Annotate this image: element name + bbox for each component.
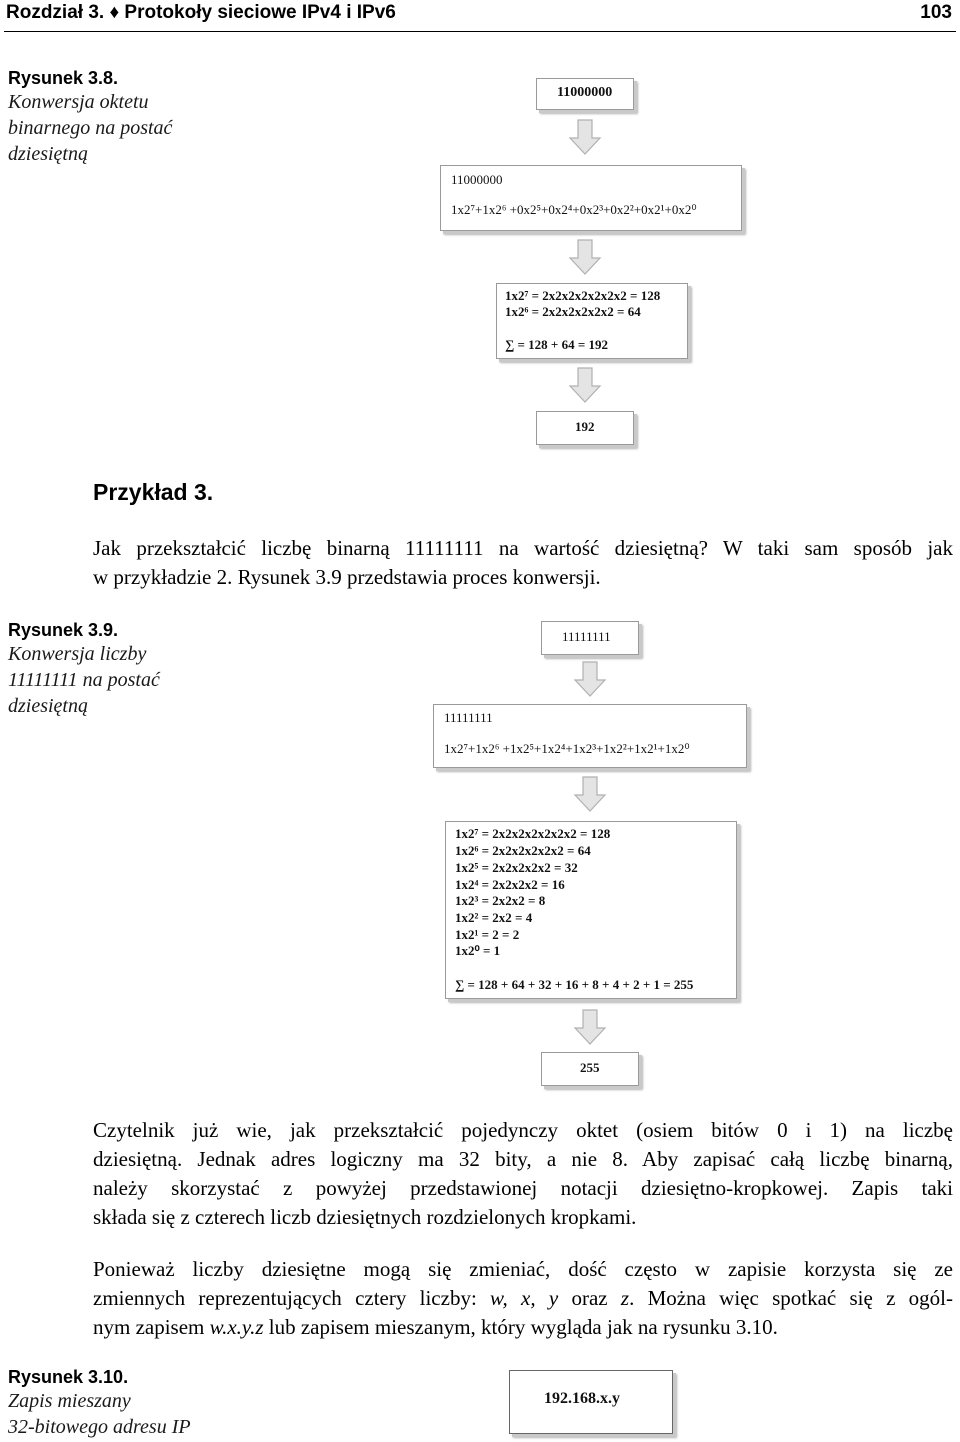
text-run: nym zapisem	[93, 1315, 210, 1339]
example-heading: Przykład 3.	[93, 479, 214, 505]
fig39-result-box	[541, 1052, 639, 1086]
fig38-expansion-binary: 11000000	[451, 172, 503, 187]
paragraph-line: Jak przekształcić liczbę binarną 11111111 na wartość dziesiętną? W taki sam sposób jak	[93, 536, 953, 560]
fig38-result-value: 192	[575, 419, 595, 434]
text-run: zmiennych reprezentujących cztery liczby:	[93, 1286, 491, 1310]
fig39-calc-line: 1x2⁶ = 2x2x2x2x2x2 = 64	[455, 843, 591, 858]
paragraph-line	[93, 1313, 953, 1342]
fig39-binary-box	[541, 621, 639, 655]
fig39-expansion-binary: 11111111	[444, 710, 493, 725]
paragraph-line: w przykładzie 2. Rysunek 3.9 przedstawia proces konwersji.	[93, 565, 601, 589]
variable-names: w, x, y	[490, 1286, 559, 1310]
fig39-calc-line: 1x2⁰ = 1	[455, 943, 501, 958]
fig39-expansion-box	[433, 704, 747, 768]
body-paragraph-2	[93, 1255, 953, 1342]
paragraph-line: należy skorzystać z powyżej przedstawionej notacji dziesiętno-kropkowej. Zapis taki	[93, 1176, 953, 1200]
figure-3-10-caption	[8, 1366, 228, 1440]
figure-3-9-title: Rysunek 3.9.	[8, 620, 119, 640]
fig39-calc-line: 1x2⁴ = 2x2x2x2 = 16	[455, 877, 565, 892]
figure-3-9-caption	[8, 619, 228, 719]
fig39-sum: ∑ = 128 + 64 + 32 + 16 + 8 + 4 + 2 + 1 = 255	[455, 977, 694, 992]
fig39-calc-line: 1x2⁵ = 2x2x2x2x2 = 32	[455, 860, 578, 875]
figure-3-9-caption-line: 11111111 na postać	[8, 669, 160, 691]
fig39-calc-line: 1x2⁷ = 2x2x2x2x2x2x2 = 128	[455, 826, 611, 841]
fig38-binary-box	[536, 78, 634, 110]
down-arrow-icon	[573, 1008, 607, 1046]
example-paragraph	[93, 534, 953, 592]
fig38-expansion-formula: 1x2⁷+1x2⁶ +0x2⁵+0x2⁴+0x2³+0x2²+0x2¹+0x2⁰	[451, 202, 697, 217]
fig38-calculation-box	[496, 283, 688, 359]
down-arrow-icon	[573, 775, 607, 813]
fig39-calc-line: 1x2¹ = 2 = 2	[455, 927, 520, 942]
paragraph-line: Ponieważ liczby dziesiętne mogą się zmieniać, dość często w zapisie korzysta się ze	[93, 1257, 953, 1281]
down-arrow-icon	[573, 660, 607, 698]
fig39-binary-value: 11111111	[562, 629, 611, 644]
fig38-calc-line: 1x2⁷ = 2x2x2x2x2x2x2 = 128	[505, 288, 661, 303]
fig39-calculation-box	[445, 821, 737, 999]
fig39-calc-line: 1x2³ = 2x2x2 = 8	[455, 893, 546, 908]
paragraph-line: Czytelnik już wie, jak przekształcić pojedynczy oktet (osiem bitów 0 i 1) na liczbę	[93, 1118, 953, 1142]
figure-3-8-caption-line: Konwersja oktetu	[8, 91, 149, 113]
fig39-result-value: 255	[580, 1060, 600, 1075]
figure-3-8-caption	[8, 67, 228, 167]
fig38-expansion-box	[440, 165, 742, 231]
fig38-result-box	[536, 411, 634, 445]
paragraph-line: dziesiętną. Jednak adres logiczny ma 32 bity, a nie 8. Aby zapisać całą liczbę binarną,	[93, 1147, 953, 1171]
figure-3-10-caption-line: 32-bitowego adresu IP	[8, 1416, 191, 1438]
text-run: . Można więc spotkać się z ogól-	[629, 1286, 954, 1310]
fig38-binary-value: 11000000	[557, 85, 613, 100]
fig38-sum: ∑ = 128 + 64 = 192	[505, 337, 608, 352]
paragraph-line	[93, 1284, 953, 1313]
figure-3-8-caption-line: binarnego na postać	[8, 117, 173, 139]
fig39-expansion-formula: 1x2⁷+1x2⁶ +1x2⁵+1x2⁴+1x2³+1x2²+1x2¹+1x2⁰	[444, 741, 690, 756]
text-run: lub zapisem mieszanym, który wygląda jak na rysunku 3.10.	[263, 1315, 778, 1339]
figure-3-8-caption-line: dziesiętną	[8, 143, 88, 165]
figure-3-9-caption-line: Konwersja liczby	[8, 643, 147, 665]
paragraph-line: składa się z czterech liczb dziesiętnych rozdzielonych kropkami.	[93, 1205, 637, 1229]
fig310-address-box	[509, 1370, 673, 1434]
variable-name: z	[620, 1286, 630, 1310]
down-arrow-icon	[568, 238, 602, 276]
text-run: oraz	[558, 1286, 621, 1310]
figure-3-8-title: Rysunek 3.8.	[8, 68, 119, 88]
chapter-header: Rozdział 3. ♦ Protokoły sieciowe IPv4 i IPv6	[6, 2, 396, 23]
variable-notation: w.x.y.z	[209, 1315, 264, 1339]
fig38-calc-line: 1x2⁶ = 2x2x2x2x2x2 = 64	[505, 304, 641, 319]
down-arrow-icon	[568, 118, 602, 156]
header-rule	[4, 31, 956, 32]
down-arrow-icon	[568, 366, 602, 404]
fig310-address-value: 192.168.x.y	[544, 1390, 620, 1407]
body-paragraph-1	[93, 1116, 953, 1232]
figure-3-10-title: Rysunek 3.10.	[8, 1367, 129, 1387]
figure-3-10-caption-line: Zapis mieszany	[8, 1390, 131, 1412]
page-number: 103	[920, 2, 952, 23]
fig39-calc-line: 1x2² = 2x2 = 4	[455, 910, 533, 925]
figure-3-9-caption-line: dziesiętną	[8, 695, 88, 717]
